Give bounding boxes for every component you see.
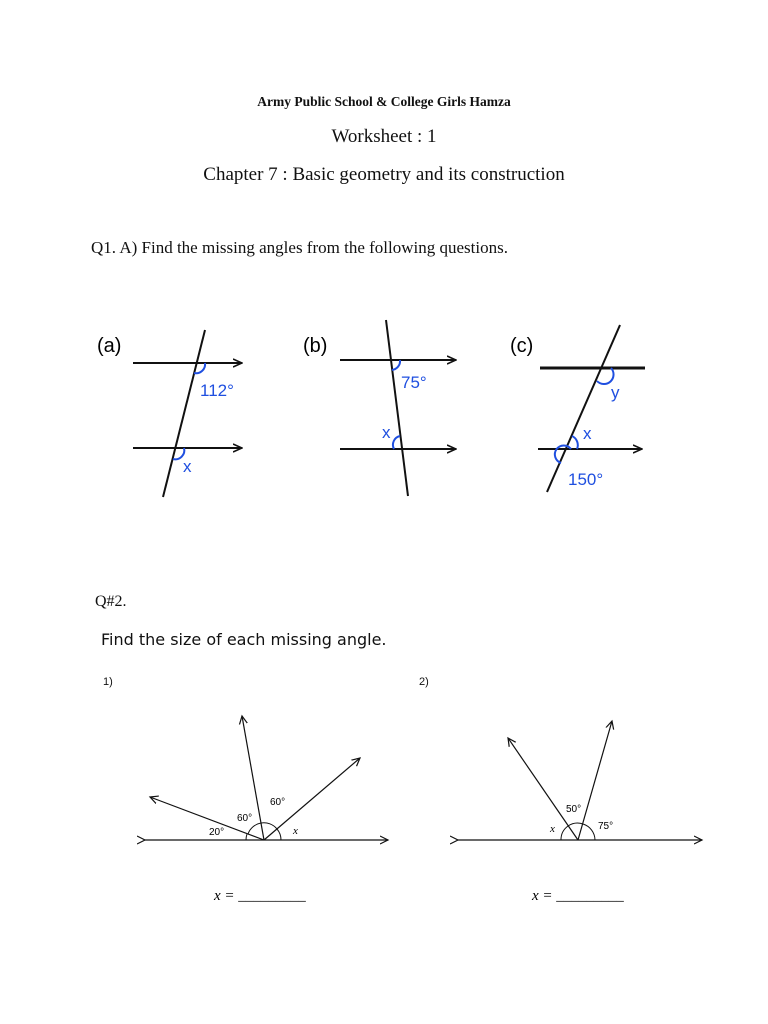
given-angle-label: 112° bbox=[200, 381, 234, 400]
figure-b-label: (b) bbox=[303, 335, 328, 357]
angle-label: 60° bbox=[237, 813, 253, 824]
unknown-angle-label-x: x bbox=[583, 424, 592, 443]
q2-instruction: Find the size of each missing angle. bbox=[101, 630, 387, 649]
chapter-title: Chapter 7 : Basic geometry and its construction bbox=[203, 164, 565, 185]
problem-1-number: 1) bbox=[103, 676, 113, 688]
problem-1-diagram bbox=[145, 716, 388, 840]
ray bbox=[508, 738, 578, 840]
q1-prompt: Q1. A) Find the missing angles from the following questions. bbox=[91, 238, 508, 257]
figure-a-label: (a) bbox=[97, 335, 122, 357]
school-name: Army Public School & College Girls Hamza bbox=[257, 94, 511, 109]
answer-blank-1[interactable]: x = _________ bbox=[214, 888, 306, 904]
problem-2-number: 2) bbox=[419, 676, 429, 688]
unknown-angle-label: x bbox=[183, 457, 192, 476]
answer-blank-2[interactable]: x = _________ bbox=[532, 888, 624, 904]
angle-label: 20° bbox=[209, 827, 225, 838]
angle-label: 60° bbox=[270, 797, 286, 808]
angle-arc bbox=[277, 829, 281, 840]
unknown-angle-label-y: y bbox=[611, 383, 620, 402]
q2-label: Q#2. bbox=[95, 593, 127, 610]
unknown-angle-label: x bbox=[293, 825, 298, 837]
angle-arc bbox=[568, 823, 583, 826]
unknown-angle-label: x bbox=[550, 823, 555, 835]
worksheet-title: Worksheet : 1 bbox=[331, 126, 437, 147]
angle-arc bbox=[248, 823, 261, 834]
figure-c-label: (c) bbox=[510, 335, 534, 357]
given-angle-label: 75° bbox=[401, 373, 427, 392]
angle-arc bbox=[261, 823, 277, 829]
unknown-angle-label: x bbox=[382, 423, 391, 442]
angle-arc bbox=[246, 834, 247, 840]
angle-arc bbox=[583, 824, 595, 840]
angle-label: 75° bbox=[598, 821, 614, 832]
problem-2-diagram bbox=[458, 721, 702, 840]
angle-arc bbox=[561, 826, 568, 840]
given-angle-label: 150° bbox=[568, 470, 604, 489]
angle-label: 50° bbox=[566, 804, 582, 815]
